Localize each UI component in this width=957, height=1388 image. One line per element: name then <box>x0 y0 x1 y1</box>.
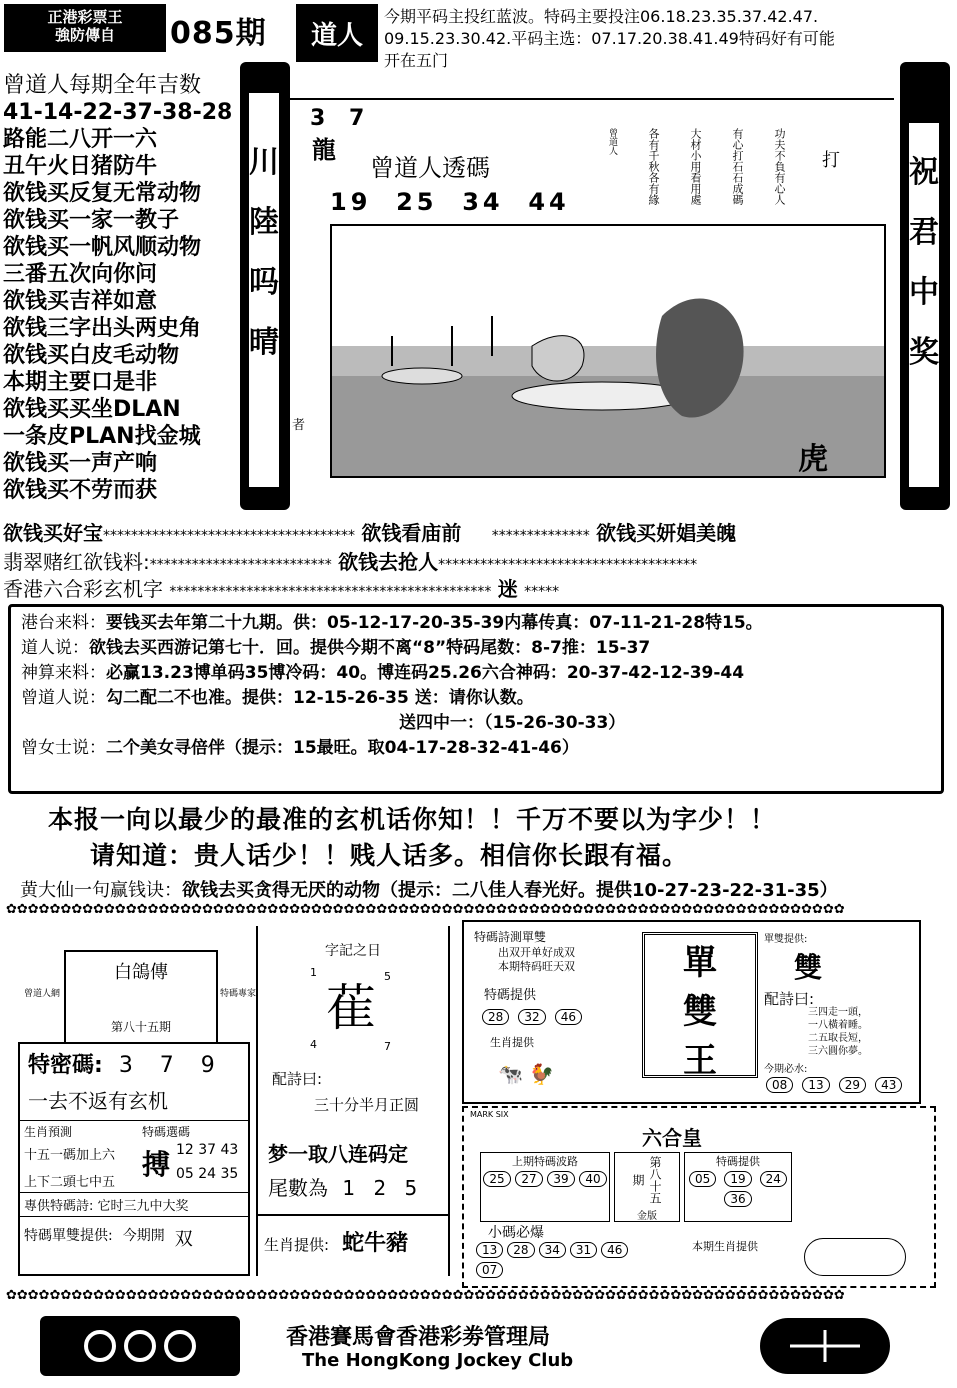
brand-line2: 強防傳自 <box>54 26 115 44</box>
num-ball: 32 <box>518 1009 545 1025</box>
slogan-line1: 本报一向以最少的最准的玄机话你知！！千万不要以为字少！！ <box>48 805 777 834</box>
footer-title-en: The HongKong Jockey Club <box>302 1350 574 1371</box>
big-title-char: 雙 <box>683 992 717 1032</box>
picture-dragon-char: 龍 <box>312 136 336 164</box>
panel-b-zodiac: 蛇牛豬 <box>342 1231 409 1256</box>
num-ball: 24 <box>760 1171 787 1187</box>
num-ball: 28 <box>482 1009 509 1025</box>
scroll-right <box>906 120 942 490</box>
ds-text: 今期開 <box>122 1228 165 1244</box>
panel-c-tema-nums <box>480 1006 584 1027</box>
num-ball: 46 <box>555 1009 582 1025</box>
shengxiao-label: 本期生肖提供 <box>692 1240 758 1253</box>
picture-numbers: 19 25 34 44 <box>330 188 570 216</box>
zodiac-line1: 十五一碼加上六 <box>24 1148 116 1163</box>
picture-zhe-char: 者 <box>292 418 306 433</box>
big-title-char: 單 <box>683 943 717 983</box>
mid-line3-b: 迷 <box>497 577 518 601</box>
num-ball: 19 <box>724 1171 751 1187</box>
info-row-label: 曾道人说： <box>21 688 106 708</box>
special-label: 專供特碼詩: <box>24 1199 94 1214</box>
header-text-line3: 开在五门 <box>384 51 449 70</box>
pigeon-box <box>24 950 257 1044</box>
scroll-right-char: 中 <box>909 275 939 310</box>
big-title-char: 王 <box>683 1041 717 1081</box>
bo-char: 搏 <box>142 1148 171 1181</box>
panel-c-header: 特碼詩測單雙 <box>474 930 547 944</box>
brand-logo <box>4 4 166 52</box>
info-row <box>21 711 931 736</box>
wave-box <box>480 1152 610 1222</box>
seal-logo <box>296 4 378 62</box>
info-row <box>21 661 931 686</box>
panel-b <box>256 926 450 1276</box>
info-row <box>21 686 931 711</box>
footer-logo-left <box>40 1316 240 1376</box>
list-item: 欲钱买吉祥如意 <box>3 289 158 314</box>
footer-logo-right-art <box>760 1318 890 1374</box>
poem-col: 大材小用看用處 <box>689 128 702 205</box>
panel-c-line1: 出双开单好成双 <box>498 946 575 959</box>
info-row-text: 欲钱去买西游记第七十．回。提供今期不离“8”特码尾数：8-7推：15-37 <box>89 638 651 658</box>
panel-b-poem-label: 配詩曰: <box>272 1070 323 1088</box>
tema-label: 特密碼: <box>28 1053 103 1078</box>
info-row-label: 神算来料： <box>21 663 106 683</box>
poem-line: 一八橫着睡。 <box>808 1020 868 1031</box>
num-ball: 07 <box>476 1262 503 1278</box>
panel-c-right-poem-label: 配詩曰: <box>764 990 815 1008</box>
panel-c-right-nums <box>764 1074 904 1095</box>
list-item: 三番五次向你问 <box>3 262 158 287</box>
info-row-label: 道人说： <box>21 638 89 658</box>
pigeon-issue: 第八十五期 <box>110 1020 171 1034</box>
num-ball: 46 <box>601 1242 628 1258</box>
scroll-picture <box>290 98 894 486</box>
tema-nums: 3 7 9 <box>118 1053 225 1078</box>
tema-phrase: 一去不返有玄机 <box>28 1089 168 1113</box>
picture-poem <box>606 128 787 205</box>
stars-divider: ✿✿✿✿✿✿✿✿✿✿✿✿✿✿✿✿✿✿✿✿✿✿✿✿✿✿✿✿✿✿✿✿✿✿✿✿✿✿✿✿✿✿✿✿✿✿✿✿✿✿✿✿✿✿✿✿✿✿✿✿✿✿✿✿✿✿✿✿✿✿✿✿✿✿✿✿✿ <box>6 902 845 917</box>
panel-c-right-char: 雙 <box>794 951 823 984</box>
poem-col: 功夫不負有心人 <box>773 128 786 205</box>
panel-b-tail-label: 尾數為 <box>268 1176 328 1200</box>
mid-line2-stars2: ************************************* <box>438 557 698 573</box>
list-item: 本期主要口是非 <box>3 370 158 395</box>
mid-line-3 <box>3 573 953 602</box>
left-list <box>3 72 248 504</box>
info-row <box>21 736 931 761</box>
ds-value: 双 <box>174 1229 193 1250</box>
num-ball: 36 <box>724 1191 751 1207</box>
poem-line: 三六圓你夢。 <box>808 1046 868 1057</box>
num-ball: 27 <box>515 1171 542 1187</box>
num-ball: 40 <box>579 1171 606 1187</box>
mid-line2-stars: ************************** <box>149 557 332 573</box>
stars-divider-bottom: ✿✿✿✿✿✿✿✿✿✿✿✿✿✿✿✿✿✿✿✿✿✿✿✿✿✿✿✿✿✿✿✿✿✿✿✿✿✿✿✿✿✿✿✿✿✿✿✿✿✿✿✿✿✿✿✿✿✿✿✿✿✿✿✿✿✿✿✿✿✿✿✿✿✿✿✿✿ <box>6 1288 845 1303</box>
num-ball: 28 <box>507 1242 534 1258</box>
header-text <box>384 6 949 72</box>
scroll-left-char: 吗 <box>249 265 279 300</box>
list-item: 曾道人每期全年吉数 <box>3 73 202 98</box>
mid-line3-a: 香港六合彩玄机字 <box>3 577 163 601</box>
picture-title: 曾道人透碼 <box>370 154 490 182</box>
list-item: 欲钱买反复无常动物 <box>3 181 202 206</box>
mid-line-1 <box>3 517 953 546</box>
list-item: 欲钱买一声产响 <box>3 451 158 476</box>
num-ball: 43 <box>875 1077 902 1093</box>
mid-label: 第八十五期 <box>631 1156 662 1204</box>
panel-d <box>462 1106 936 1288</box>
info-row-text: 要钱买去年第二十九期。供：05-12-17-20-35-39内幕传真：07-11-21-28特15。 <box>106 613 763 633</box>
scroll-left-char: 晴 <box>249 325 279 360</box>
seal-text: 道人 <box>310 20 363 51</box>
bo-label: 特碼選碼 <box>142 1125 191 1139</box>
info-row-text: 送四中一：（15-26-30-33） <box>399 713 626 733</box>
panel-c-tema-label: 特碼提供 <box>484 988 537 1003</box>
zodiac-line2: 上下二頭七中五 <box>24 1175 116 1190</box>
panel-b-char: 萑 <box>326 979 376 1037</box>
panel-c-right-head: 單雙提供: <box>764 934 808 945</box>
scroll-right-char: 祝 <box>909 155 939 190</box>
mid-line1-c: 欲钱买妍娼美魄 <box>596 521 737 545</box>
slogan-line3-label: 黄大仙一句赢钱诀： <box>20 880 182 901</box>
scroll-left-char: 川 <box>249 145 279 180</box>
header-text-line1: 今期平码主投红蓝波。特码主要投注06.18.23.35.37.42.47. <box>384 7 819 26</box>
pigeon-title: 白鴿傳 <box>114 962 168 983</box>
info-box <box>8 604 944 794</box>
panel-b-n7: 7 <box>384 1040 391 1053</box>
info-row <box>21 636 931 661</box>
scroll-left <box>246 90 282 490</box>
picture-top-digits: 3 7 <box>310 106 373 131</box>
footer-title-cn: 香港賽馬會香港彩劵管理局 <box>286 1324 551 1350</box>
list-item: 欲钱买一家一教子 <box>3 208 180 233</box>
num-ball: 13 <box>476 1242 503 1258</box>
scroll-right-char: 君 <box>909 215 939 250</box>
list-item: 41-14-22-37-38-28 <box>3 100 233 125</box>
wave-label: 上期特碼波路 <box>512 1155 578 1168</box>
mid-sub: 金版 <box>637 1211 657 1222</box>
num-ball: 05 <box>689 1171 716 1187</box>
bo-nums1: 12 37 43 <box>176 1142 239 1158</box>
info-row <box>21 611 931 636</box>
num-ball: 08 <box>766 1077 793 1093</box>
list-item: 丑午火日猪防牛 <box>3 154 158 179</box>
num-ball: 31 <box>570 1242 597 1258</box>
mid-line-2 <box>3 546 953 575</box>
list-item: 欲钱买不劳而获 <box>3 478 158 503</box>
tema-label-d: 特碼提供 <box>716 1155 760 1168</box>
panel-b-n1: 1 <box>310 966 317 979</box>
mid-line3-stars2: ***** <box>524 584 560 600</box>
mid-line2-b: 欲钱去抢人 <box>338 550 439 574</box>
num-ball: 13 <box>802 1077 829 1093</box>
footer-logo-right <box>760 1318 890 1374</box>
zodiac-label: 生肖預測 <box>24 1125 73 1139</box>
panel-a <box>18 926 257 1276</box>
panel-c-right-tail: 今期必水: <box>764 1064 808 1075</box>
panel-c-zodiac-label: 生肖提供 <box>490 1036 534 1049</box>
num-ball: 25 <box>483 1171 510 1187</box>
info-row-label: 曾女士说： <box>21 738 106 758</box>
club-emblem <box>804 1238 906 1276</box>
picture-da: 打 <box>822 150 840 171</box>
mid-line2-a: 翡翠赌红欲钱料: <box>3 550 150 574</box>
list-item: 一条皮PLAN找金城 <box>3 424 201 449</box>
issue-number: 085期 <box>170 16 267 51</box>
list-item: 欲钱买买坐DLAN <box>3 397 181 422</box>
list-item: 欲钱买一帆风顺动物 <box>3 235 202 260</box>
ds-label: 特碼單雙提供: <box>24 1228 113 1244</box>
poem-col: 各有千秋各有緣 <box>647 128 660 205</box>
pigeon-side-right: 特碼專家 <box>220 989 257 999</box>
panel-c-animals: 🐄 🐓 <box>498 1062 555 1086</box>
picture-tiger-char: 虎 <box>798 442 828 477</box>
xiao-label: 小碼必爆 <box>488 1225 544 1241</box>
scroll-left-char: 陸 <box>249 205 279 240</box>
panel-c-line2: 本期特码旺天双 <box>498 960 575 973</box>
special-text: 它时三九中大奖 <box>97 1199 189 1214</box>
mid-line1-b: 欲钱看庙前 <box>361 521 462 545</box>
poem-sign: 曾道人 <box>607 128 617 155</box>
mid-line1-a: 欲钱买好宝 <box>3 521 103 545</box>
panel-b-zodiac-label: 生肖提供: <box>264 1236 330 1254</box>
panel-b-top: 字記之日 <box>325 943 381 959</box>
poem-line: 二五取長短， <box>808 1033 868 1044</box>
panel-d-title: 六合皇 <box>642 1126 702 1150</box>
panel-b-dream: 梦一取八连码定 <box>268 1142 408 1166</box>
mark-six-label: MARK SIX <box>470 1110 509 1119</box>
num-ball: 29 <box>839 1077 866 1093</box>
single-double-king <box>642 932 758 1081</box>
slogan-line3 <box>20 876 838 902</box>
panel-b-n4: 4 <box>310 1038 317 1051</box>
info-row-text: 二个美女寻倍伴（提示：15最旺。取04-17-28-32-41-46） <box>106 738 579 758</box>
xiao-nums <box>474 1240 634 1280</box>
mid-box <box>614 1152 680 1222</box>
mid-line1-stars: ************************************ <box>103 528 355 544</box>
panel-c <box>462 920 921 1104</box>
num-ball: 34 <box>539 1242 566 1258</box>
panel-b-poem: 三十分半月正圆 <box>314 1096 420 1114</box>
panel-b-n5: 5 <box>384 970 391 983</box>
list-item: 欲钱三字出头两史角 <box>3 316 202 341</box>
panel-c-right-poem <box>808 1006 868 1058</box>
info-row-text: 必赢13.23博单码35博冷码：40。博连码25.26六合神码：20-37-42-12-39-44 <box>106 663 745 683</box>
footer-logo-art <box>40 1316 240 1376</box>
tema-box <box>18 1042 250 1276</box>
brand-line1: 正港彩票王 <box>47 8 123 26</box>
poem-col: 有心打石石成碼 <box>731 128 744 205</box>
tema-box-d <box>684 1152 792 1222</box>
list-item: 欲钱买白皮毛动物 <box>3 343 180 368</box>
num-ball: 39 <box>547 1171 574 1187</box>
mid-line1-stars2: ************** <box>491 528 590 544</box>
poem-line: 三四走一頭， <box>808 1007 868 1018</box>
bo-nums2: 05 24 35 <box>176 1166 239 1182</box>
header-text-line2: 09.15.23.30.42.平码主选：07.17.20.38.41.49特码好有可能 <box>384 29 835 48</box>
pigeon-side-left: 曾道人網 <box>24 989 61 999</box>
slogan-line2: 请知道：贵人话少！！贱人话多。相信你长跟有福。 <box>90 841 689 870</box>
mid-line3-stars: ********************************************** <box>169 584 492 600</box>
info-row-text: 勾二配二不也准。提供：12-15-26-35 送：请你认数。 <box>106 688 534 708</box>
slogan-line3-text: 欲钱去买贪得无厌的动物（提示：二八佳人春光好。提供10-27-23-22-31-35） <box>182 880 838 901</box>
panel-b-tail-nums: 1 2 5 <box>342 1176 424 1200</box>
scroll-right-char: 奖 <box>909 335 939 370</box>
info-row-label: 港台来料： <box>21 613 106 633</box>
list-item: 路能二八开一六 <box>3 127 158 152</box>
